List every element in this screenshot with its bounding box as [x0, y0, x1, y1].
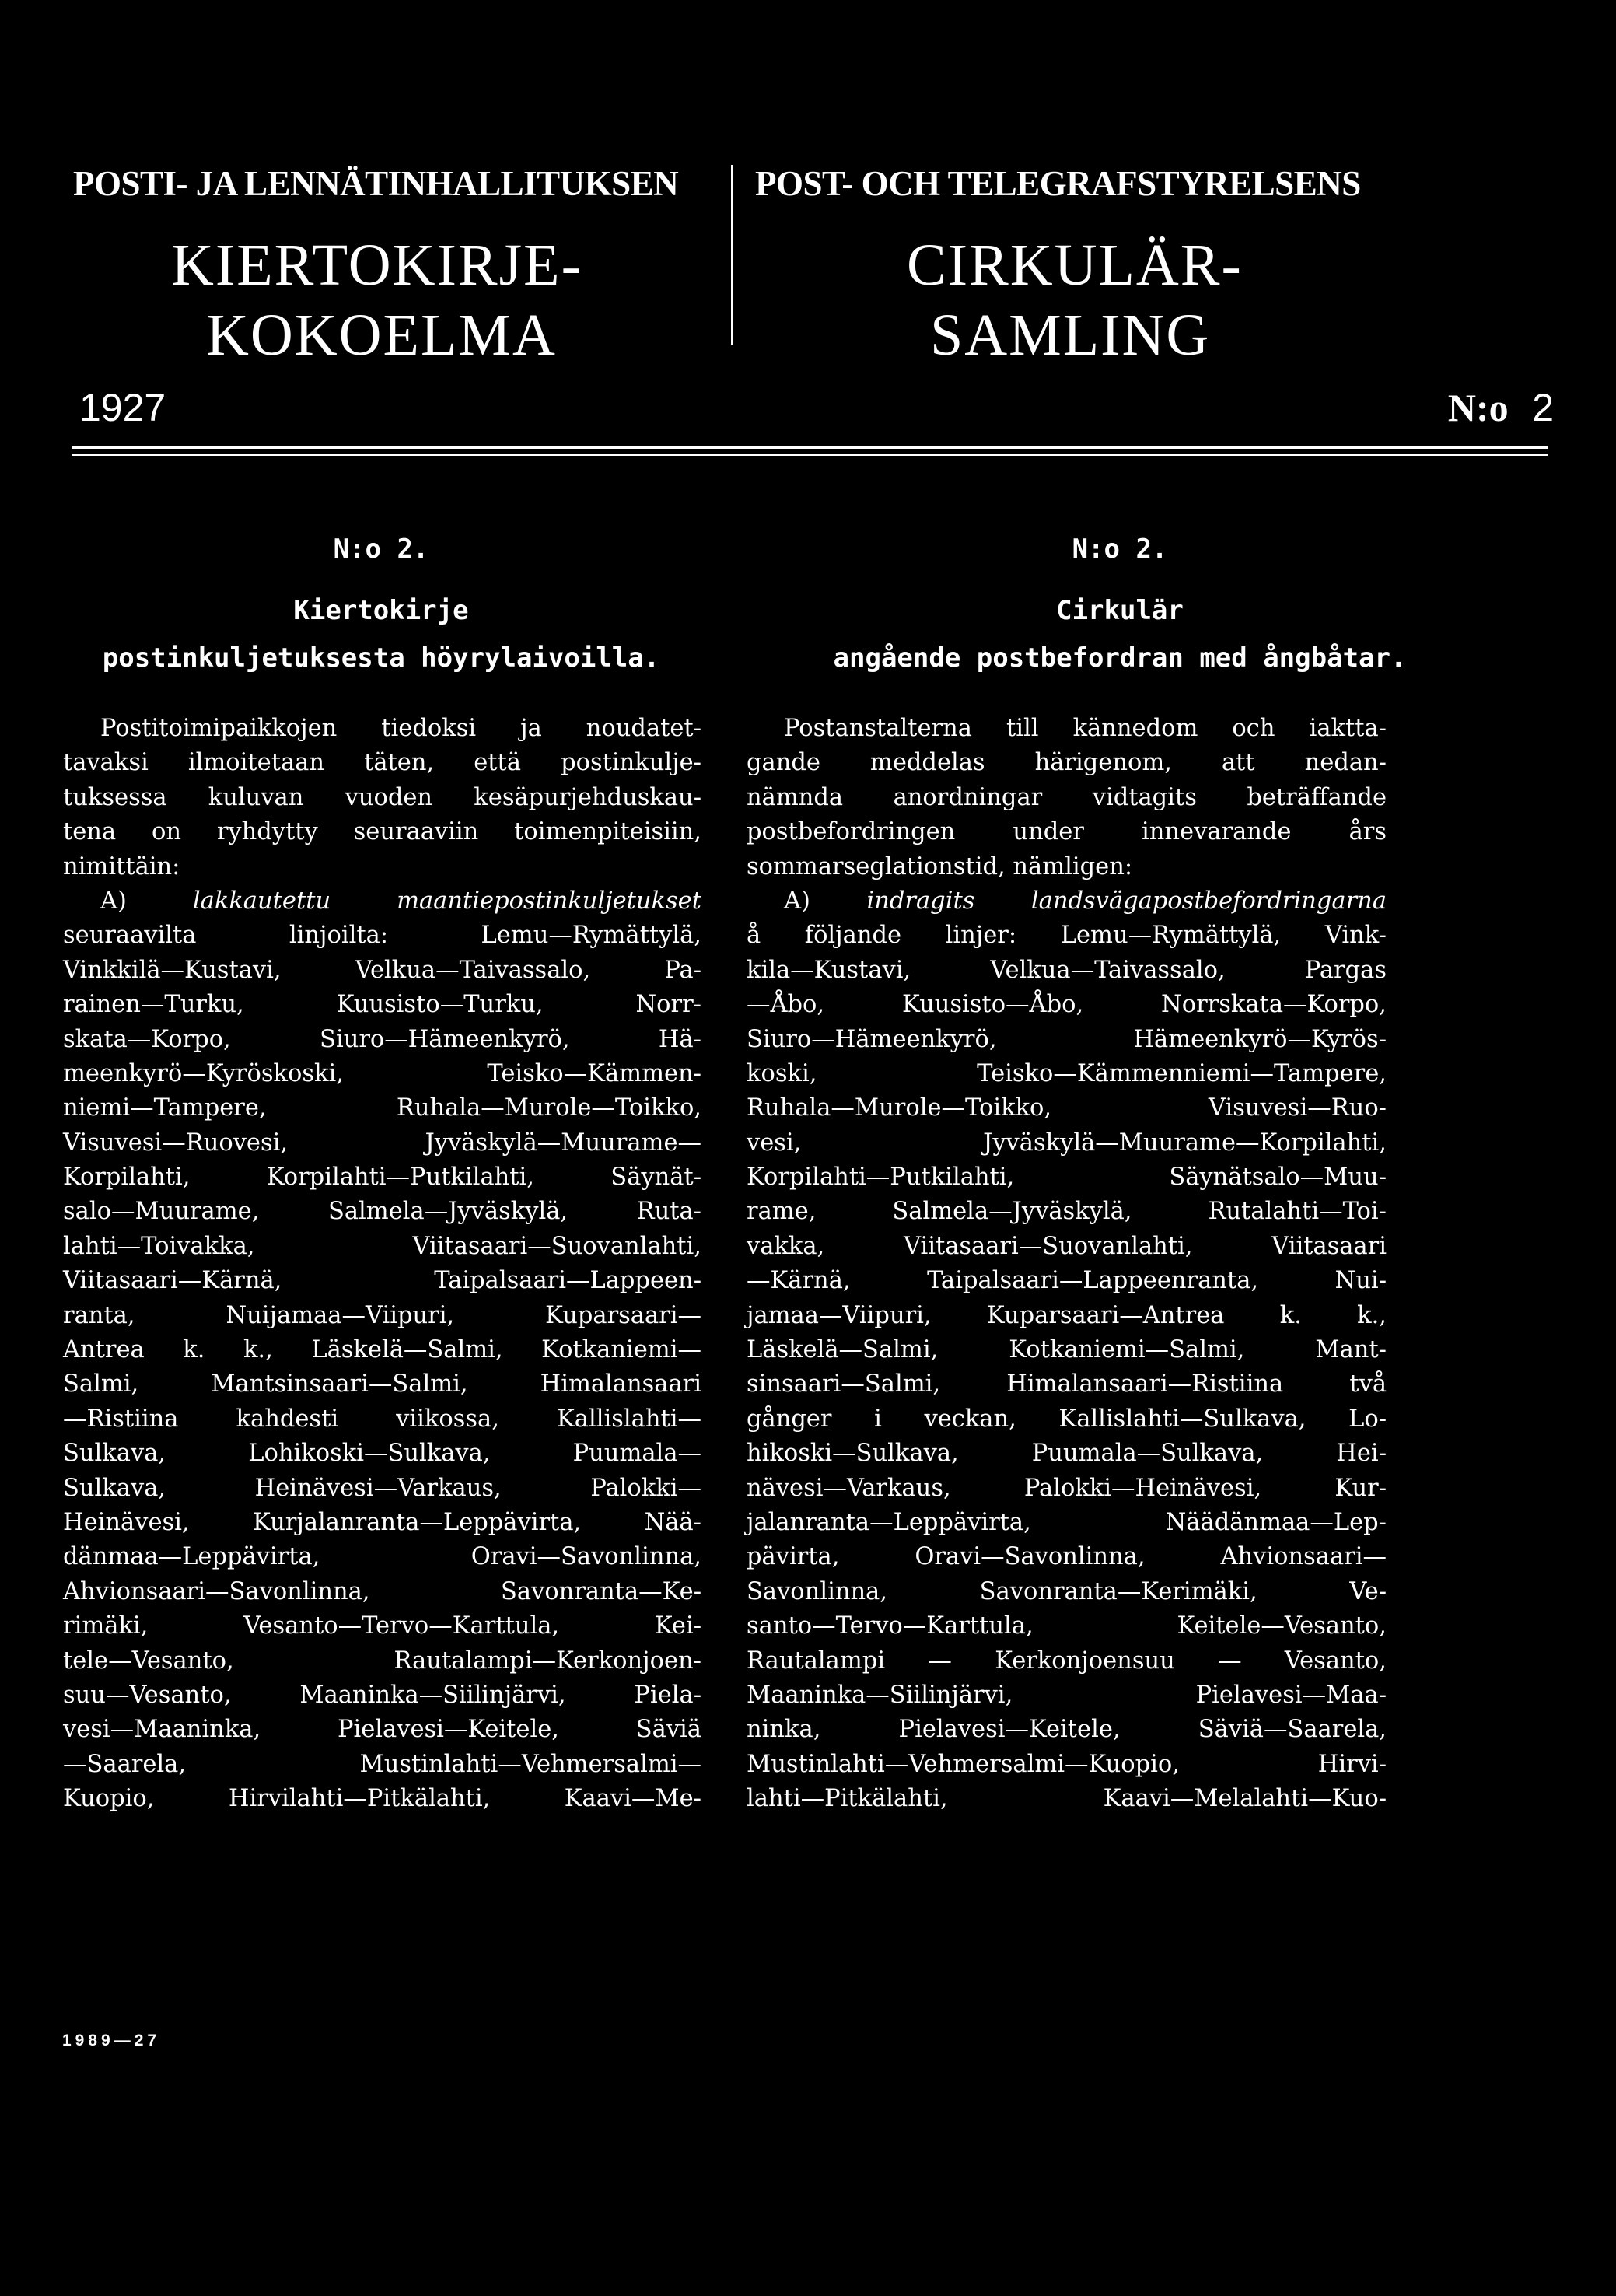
body-line: Postanstalterna till kännedom och iaktta-: [784, 715, 1387, 742]
body-line: santo—Tervo—Karttula, Keitele—Vesanto,: [747, 1612, 1387, 1640]
body-line: Rautalampi — Kerkonjoensuu — Vesanto,: [747, 1647, 1387, 1675]
body-line: gånger i veckan, Kallislahti—Sulkava, Lo-: [747, 1405, 1387, 1433]
body-line: lahti—Pitkälahti, Kaavi—Melalahti—Kuo-: [747, 1785, 1387, 1813]
body-line: rainen—Turku, Kuusisto—Turku, Norr-: [63, 991, 701, 1019]
print-code: 1989—27: [62, 2032, 161, 2049]
list-marker: A): [100, 887, 193, 915]
body-line: —Saarela, Mustinlahti—Vehmersalmi—: [63, 1750, 701, 1778]
body-line: nävesi—Varkaus, Palokki—Heinävesi, Kur-: [747, 1474, 1387, 1502]
body-line: Sulkava, Lohikoski—Sulkava, Puumala—: [63, 1440, 701, 1468]
body-line: rame, Salmela—Jyväskylä, Rutalahti—Toi-: [747, 1198, 1387, 1226]
body-line: Postitoimipaikkojen tiedoksi ja noudatet-: [100, 715, 701, 742]
emphasized-text: lakkautettu maantiepostinkuljetukset: [192, 887, 701, 915]
body-line: meenkyrö—Kyröskoski, Teisko—Kämmen-: [63, 1059, 701, 1087]
body-line: vesi—Maaninka, Pielavesi—Keitele, Säviä: [63, 1716, 701, 1744]
left-circular-number: N:o 2.: [333, 534, 429, 565]
issue-number: 2: [1532, 386, 1554, 429]
left-circular-subtitle: postinkuljetuksesta höyrylaivoilla.: [102, 642, 660, 674]
left-body-text: [63, 712, 701, 1817]
body-line: vesi, Jyväskylä—Muurame—Korpilahti,: [747, 1129, 1387, 1157]
body-line: nämnda anordningar vidtagits beträffande: [747, 783, 1387, 811]
masthead-divider: [731, 165, 733, 345]
body-line: Maaninka—Siilinjärvi, Pielavesi—Maa-: [747, 1681, 1387, 1709]
body-line: Antrea k. k., Läskelä—Salmi, Kotkaniemi—: [63, 1336, 701, 1364]
body-line: skata—Korpo, Siuro—Hämeenkyrö, Hä-: [63, 1025, 701, 1053]
body-line: [747, 884, 1387, 919]
body-line: sinsaari—Salmi, Himalansaari—Ristiina två: [747, 1370, 1387, 1398]
body-line: kila—Kustavi, Velkua—Taivassalo, Pargas: [747, 956, 1387, 984]
body-line: ninka, Pielavesi—Keitele, Säviä—Saarela,: [747, 1716, 1387, 1744]
right-circular-subtitle: angående postbefordran med ångbåtar.: [833, 642, 1407, 674]
body-line: å följande linjer: Lemu—Rymättylä, Vink-: [747, 922, 1387, 950]
body-line: tuksessa kuluvan vuoden kesäpurjehduskau-: [63, 783, 701, 811]
masthead-rule-upper: [72, 446, 1548, 449]
masthead-right-org: POST- OCH TELEGRAFSTYRELSENS: [755, 164, 1361, 203]
body-line: Ahvionsaari—Savonlinna, Savonranta—Ke-: [63, 1577, 701, 1605]
issue-label: N:o: [1447, 386, 1509, 429]
body-line: Savonlinna, Savonranta—Kerimäki, Ve-: [747, 1577, 1387, 1605]
body-line: Salmi, Mantsinsaari—Salmi, Himalansaari: [63, 1370, 701, 1398]
body-line: Heinävesi, Kurjalanranta—Leppävirta, Nää-: [63, 1508, 701, 1536]
body-line: jalanranta—Leppävirta, Näädänmaa—Lep-: [747, 1508, 1387, 1536]
emphasized-text: indragits landsvägapostbefordringarna: [866, 887, 1387, 915]
body-line: tavaksi ilmoitetaan täten, että postinkulje-: [63, 749, 701, 777]
body-line: [63, 884, 701, 919]
body-line: rimäki, Vesanto—Tervo—Karttula, Kei-: [63, 1612, 701, 1640]
masthead-left-title-line1: KIERTOKIRJE-: [171, 233, 582, 298]
masthead-left-org: POSTI- JA LENNÄTINHALLITUKSEN: [73, 164, 679, 203]
body-line: —Ristiina kahdesti viikossa, Kallislahti—: [63, 1405, 701, 1433]
body-line: jamaa—Viipuri, Kuparsaari—Antrea k. k.,: [747, 1301, 1387, 1329]
body-line: sommarseglationstid, nämligen:: [747, 852, 1133, 880]
body-line: pävirta, Oravi—Savonlinna, Ahvionsaari—: [747, 1543, 1387, 1571]
body-line: tena on ryhdytty seuraaviin toimenpiteisiin,: [63, 818, 701, 846]
body-line: nimittäin:: [63, 852, 180, 880]
body-line: —Kärnä, Taipalsaari—Lappeenranta, Nui-: [747, 1267, 1387, 1295]
masthead-right-title-line2: SAMLING: [930, 303, 1211, 368]
body-line: Ruhala—Murole—Toikko, Visuvesi—Ruo-: [747, 1094, 1387, 1122]
body-line: dänmaa—Leppävirta, Oravi—Savonlinna,: [63, 1543, 701, 1571]
body-line: niemi—Tampere, Ruhala—Murole—Toikko,: [63, 1094, 701, 1122]
body-line: postbefordringen under innevarande års: [747, 818, 1387, 846]
body-line: hikoski—Sulkava, Puumala—Sulkava, Hei-: [747, 1440, 1387, 1468]
masthead-issue-number: [1448, 385, 1554, 430]
body-line: tele—Vesanto, Rautalampi—Kerkonjoen-: [63, 1647, 701, 1675]
body-line: Kuopio, Hirvilahti—Pitkälahti, Kaavi—Me-: [63, 1785, 701, 1813]
body-line: ranta, Nuijamaa—Viipuri, Kuparsaari—: [63, 1301, 701, 1329]
body-line: —Åbo, Kuusisto—Åbo, Norrskata—Korpo,: [747, 991, 1387, 1019]
masthead-rule-lower: [72, 454, 1548, 456]
body-line: koski, Teisko—Kämmenniemi—Tampere,: [747, 1059, 1387, 1087]
body-line: lahti—Toivakka, Viitasaari—Suovanlahti,: [63, 1232, 701, 1260]
body-line: Korpilahti, Korpilahti—Putkilahti, Säynät-: [63, 1164, 701, 1192]
list-marker: A): [784, 887, 867, 915]
body-line: Läskelä—Salmi, Kotkaniemi—Salmi, Mant-: [747, 1336, 1387, 1364]
body-line: Sulkava, Heinävesi—Varkaus, Palokki—: [63, 1474, 701, 1502]
body-line: Mustinlahti—Vehmersalmi—Kuopio, Hirvi-: [747, 1750, 1387, 1778]
body-line: suu—Vesanto, Maaninka—Siilinjärvi, Piela-: [63, 1681, 701, 1709]
body-line: vakka, Viitasaari—Suovanlahti, Viitasaari: [747, 1232, 1387, 1260]
right-body-text: [747, 712, 1387, 1817]
left-circular-title: Kiertokirje: [293, 595, 469, 626]
body-line: seuraavilta linjoilta: Lemu—Rymättylä,: [63, 922, 701, 950]
body-line: Visuvesi—Ruovesi, Jyväskylä—Muurame—: [63, 1129, 701, 1157]
body-line: gande meddelas härigenom, att nedan-: [747, 749, 1387, 777]
masthead-left-title-line2: KOKOELMA: [206, 303, 557, 368]
body-line: Siuro—Hämeenkyrö, Hämeenkyrö—Kyrös-: [747, 1025, 1387, 1053]
masthead-right-title-line1: CIRKULÄR-: [907, 233, 1243, 298]
right-circular-number: N:o 2.: [1072, 534, 1168, 565]
body-line: salo—Muurame, Salmela—Jyväskylä, Ruta-: [63, 1198, 701, 1226]
body-line: Vinkkilä—Kustavi, Velkua—Taivassalo, Pa-: [63, 956, 701, 984]
body-line: Korpilahti—Putkilahti, Säynätsalo—Muu-: [747, 1164, 1387, 1192]
body-line: Viitasaari—Kärnä, Taipalsaari—Lappeen-: [63, 1267, 701, 1295]
masthead-year: 1927: [79, 386, 166, 429]
right-circular-title: Cirkulär: [1056, 595, 1184, 626]
